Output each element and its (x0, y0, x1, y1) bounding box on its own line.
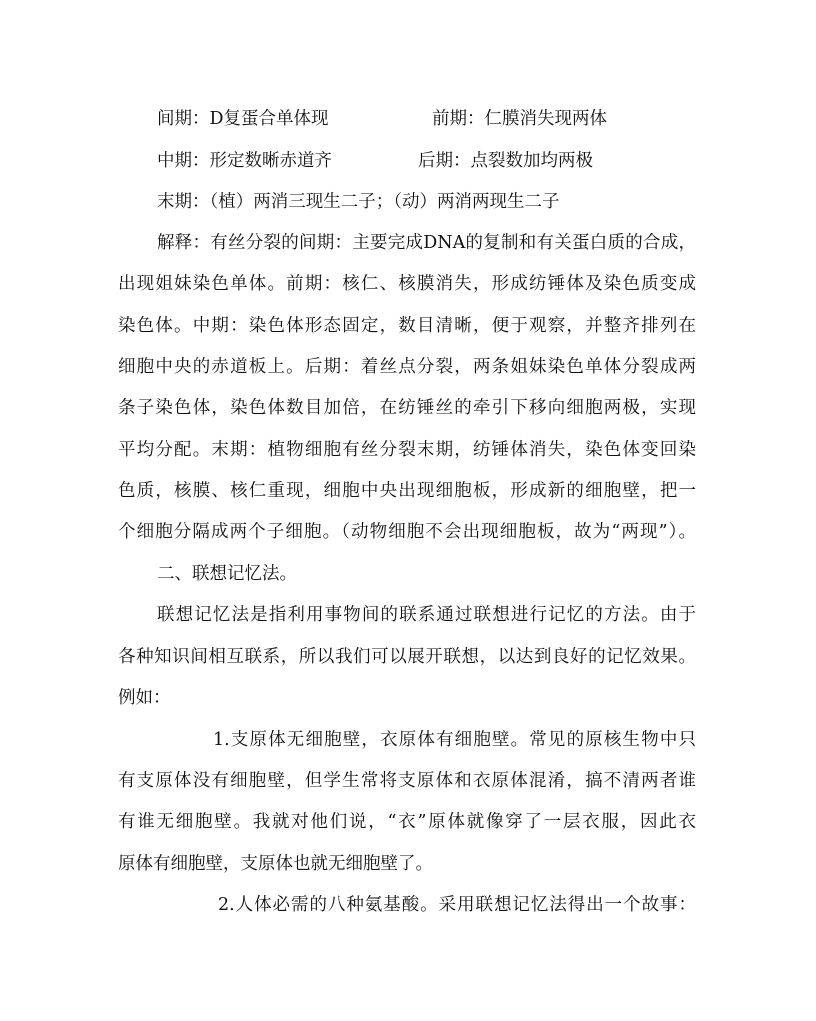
mnemonic-metaphase: 中期：形定数晰赤道齐 (157, 151, 332, 171)
mnemonic-prophase: 前期：仁膜消失现两体 (432, 109, 607, 129)
explanation-line: 染色体。中期：染色体形态固定，数目清晰，便于观察，并整齐排列在 (118, 316, 696, 336)
explanation-line: 出现姐妹染色单体。前期：核仁、核膜消失，形成纺锤体及染色质变成 (118, 274, 696, 294)
example-item-line: 1.支原体无细胞壁，衣原体有细胞壁。常见的原核生物中只 (213, 730, 696, 750)
mnemonic-anaphase: 后期：点裂数加均两极 (418, 151, 593, 171)
explanation-line: 细胞中央的赤道板上。后期：着丝点分裂，两条姐妹染色单体分裂成两 (118, 357, 696, 377)
mnemonic-interphase: 间期：D复蛋合单体现 (157, 109, 329, 129)
example-item-line: 有谁无细胞壁。我就对他们说，“衣”原体就像穿了一层衣服，因此衣 (118, 812, 696, 832)
mnemonic-telophase: 末期：（植）两消三现生二子；（动）两消两现生二子 (157, 192, 560, 212)
example-item-line: 有支原体没有细胞壁，但学生常将支原体和衣原体混淆，搞不清两者谁 (118, 771, 696, 791)
example-item-line: 原体有细胞壁，支原体也就无细胞壁了。 (118, 854, 433, 874)
section-heading: 二、联想记忆法。 (157, 564, 297, 584)
explanation-line: 解释：有丝分裂的间期：主要完成DNA的复制和有关蛋白质的合成， (157, 233, 696, 253)
intro-line: 各种知识间相互联系，所以我们可以展开联想，以达到良好的记忆效果。 (118, 647, 696, 667)
explanation-line: 色质，核膜、核仁重现，细胞中央出现细胞板，形成新的细胞壁，把一 (118, 481, 696, 501)
intro-line: 联想记忆法是指利用事物间的联系通过联想进行记忆的方法。由于 (157, 605, 696, 625)
intro-line: 例如： (118, 688, 171, 708)
example-item-line: 2.人体必需的八种氨基酸。采用联想记忆法得出一个故事： (218, 895, 696, 915)
explanation-line: 平均分配。末期：植物细胞有丝分裂末期，纺锤体消失，染色体变回染 (118, 440, 696, 460)
explanation-line: 个细胞分隔成两个子细胞。（动物细胞不会出现细胞板，故为“两现”）。 (118, 522, 696, 542)
explanation-line: 条子染色体，染色体数目加倍，在纺锤丝的牵引下移向细胞两极，实现 (118, 398, 696, 418)
